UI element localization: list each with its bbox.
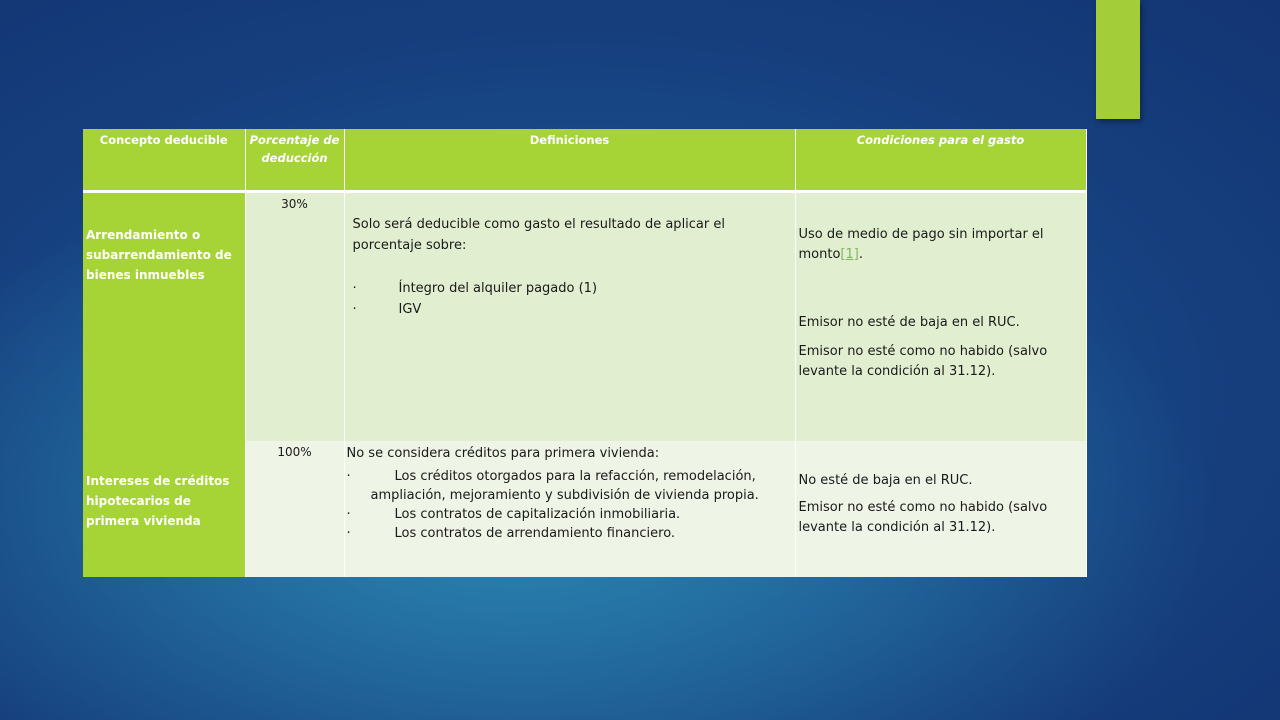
table-row: [83, 192, 1086, 442]
definicion-cell: [344, 192, 795, 442]
list-item: [347, 524, 791, 543]
deductions-table: [83, 129, 1087, 577]
concepto-text: Arrendamiento o subarrendamiento de bienes inmuebles: [86, 228, 232, 282]
porcentaje-cell: [245, 441, 344, 577]
header-definiciones: Definiciones: [344, 129, 795, 192]
concepto-cell: [83, 192, 245, 442]
bullet-marker: ·: [346, 526, 351, 541]
bullet-text: Los contratos de arrendamiento financiero.: [394, 526, 676, 541]
definicion-cell: [344, 441, 795, 577]
header-condiciones: Condiciones para el gasto: [795, 129, 1086, 192]
bullet-marker: ·: [346, 469, 351, 484]
accent-bar: [1096, 0, 1140, 119]
list-item: [353, 278, 791, 299]
list-item: [347, 505, 791, 524]
bullet-text: IGV: [398, 302, 422, 317]
table-header-row: [83, 129, 1086, 192]
bullet-marker: ·: [352, 302, 357, 317]
list-item: [353, 299, 791, 320]
list-item: [347, 467, 791, 505]
condicion-text: Emisor no esté como no habido (salvo levante la condición al 31.12).: [798, 500, 1048, 535]
bullet-text: Los créditos otorgados para la refacción, remodelación, ampliación, mejoramiento y subdivisión de vivienda propia.: [370, 469, 759, 503]
porcentaje-value: 30%: [281, 197, 308, 211]
definicion-lead: Solo será deducible como gasto el resultado de aplicar el porcentaje sobre:: [352, 217, 725, 253]
condicion-text: [799, 225, 1076, 265]
definicion-lead: No se considera créditos para primera vivienda:: [346, 446, 660, 461]
porcentaje-value: 100%: [277, 445, 312, 459]
header-concepto: Concepto deducible: [83, 129, 245, 192]
condicion-text: Emisor no esté de baja en el RUC.: [798, 315, 1020, 330]
bullet-marker: ·: [352, 281, 357, 296]
table-row: [83, 441, 1086, 577]
bullet-marker: ·: [346, 507, 351, 522]
condiciones-cell: [795, 441, 1086, 577]
concepto-text: Intereses de créditos hipotecarios de primera vivienda: [86, 474, 230, 528]
condiciones-cell: [795, 192, 1086, 442]
porcentaje-cell: [245, 192, 344, 442]
condicion-text: Emisor no esté como no habido (salvo levante la condición al 31.12).: [798, 344, 1048, 379]
bullet-text: Los contratos de capitalización inmobiliaria.: [394, 507, 681, 522]
footnote-link[interactable]: [1]: [840, 247, 859, 262]
condicion-period: .: [858, 247, 863, 262]
condicion-medio-pago: Uso de medio de pago sin importar el monto: [798, 227, 1044, 262]
condicion-text: No esté de baja en el RUC.: [798, 473, 973, 488]
header-porcentaje: Porcentaje de deducción: [245, 129, 344, 192]
bullet-text: Íntegro del alquiler pagado (1): [398, 281, 598, 296]
concepto-cell: [83, 441, 245, 577]
